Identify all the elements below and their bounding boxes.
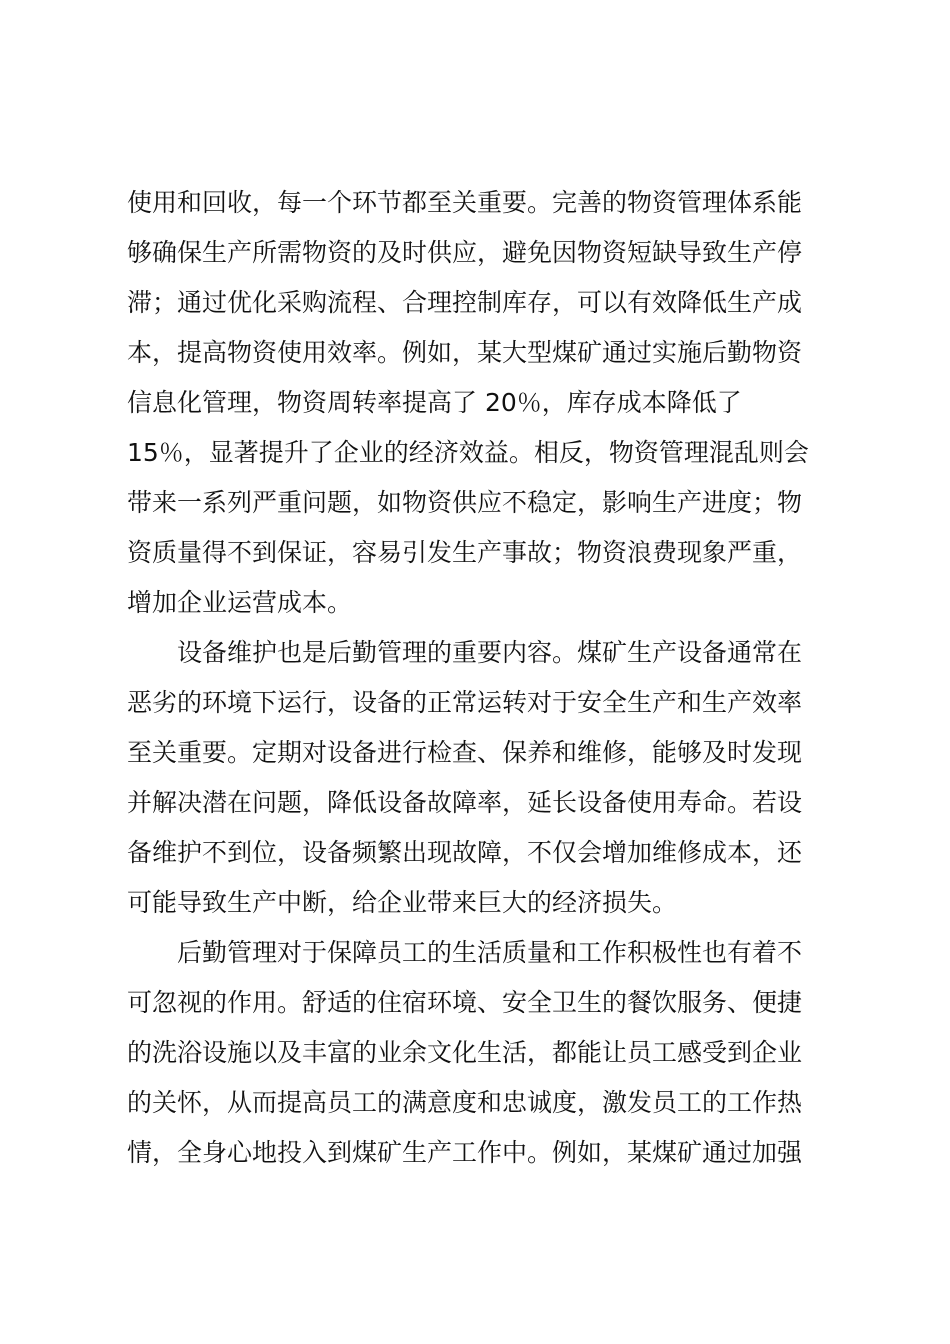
text-line: 备维护不到位，设备频繁出现故障，不仅会增加维修成本，还 [127,838,803,867]
text-line: 信息化管理，物资周转率提高了 20％，库存成本降低了 [127,388,742,417]
text-line: 增加企业运营成本。 [127,588,353,617]
text-line: 带来一系列严重问题，如物资供应不稳定，影响生产进度；物 [127,488,803,517]
text-line: 可能导致生产中断，给企业带来巨大的经济损失。 [127,888,678,917]
text-line: 可忽视的作用。舒适的住宿环境、安全卫生的餐饮服务、便捷 [127,988,803,1017]
text-line: 使用和回收，每一个环节都至关重要。完善的物资管理体系能 [127,188,803,217]
text-line: 本，提高物资使用效率。例如，某大型煤矿通过实施后勤物资 [127,338,803,367]
text-line: 的洗浴设施以及丰富的业余文化生活，都能让员工感受到企业 [127,1038,803,1067]
paragraph-2 [127,628,827,928]
text-line: 设备维护也是后勤管理的重要内容。煤矿生产设备通常在 [177,638,803,667]
paragraph-1 [127,178,827,628]
text-line: 至关重要。定期对设备进行检查、保养和维修，能够及时发现 [127,738,803,767]
text-line: 15％，显著提升了企业的经济效益。相反，物资管理混乱则会 [127,438,809,467]
text-line: 的关怀，从而提高员工的满意度和忠诚度，激发员工的工作热 [127,1088,803,1117]
text-line: 够确保生产所需物资的及时供应，避免因物资短缺导致生产停 [127,238,803,267]
body-text [127,178,827,1178]
text-line: 情，全身心地投入到煤矿生产工作中。例如，某煤矿通过加强 [127,1138,803,1167]
text-line: 恶劣的环境下运行，设备的正常运转对于安全生产和生产效率 [127,688,803,717]
text-line: 并解决潜在问题，降低设备故障率，延长设备使用寿命。若设 [127,788,803,817]
text-line: 资质量得不到保证，容易引发生产事故；物资浪费现象严重， [127,538,803,567]
paragraph-3 [127,928,827,1178]
text-line: 后勤管理对于保障员工的生活质量和工作积极性也有着不 [177,938,803,967]
text-line: 滞；通过优化采购流程、合理控制库存，可以有效降低生产成 [127,288,803,317]
